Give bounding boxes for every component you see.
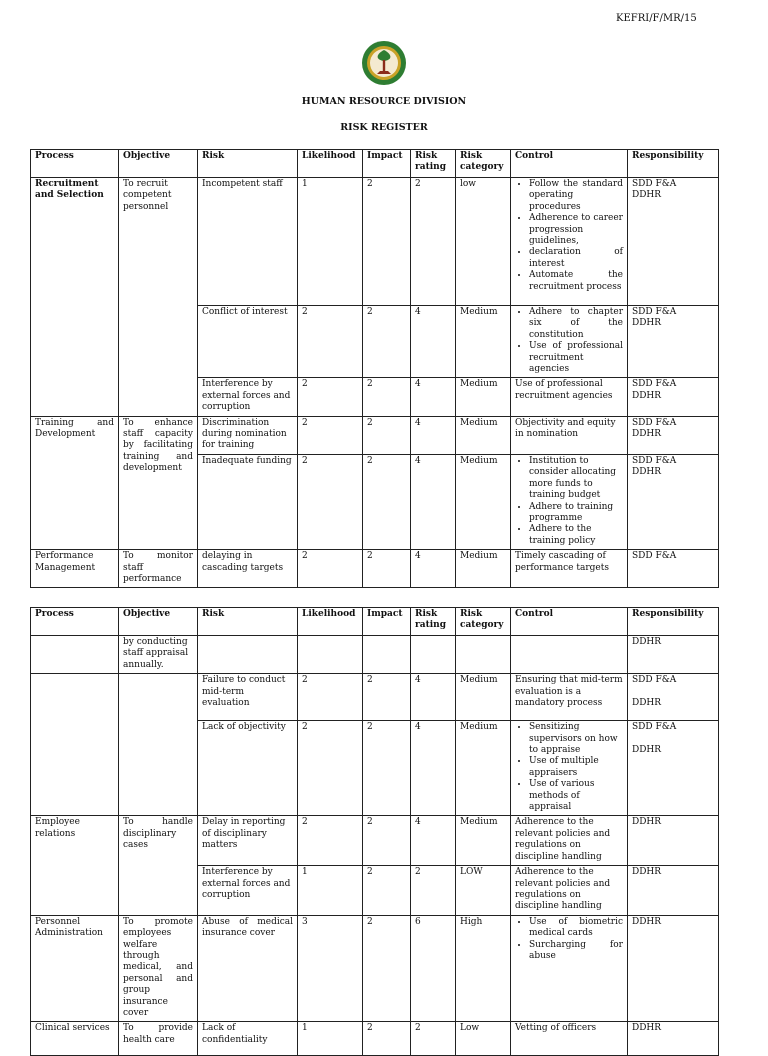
likelihood-cell: 2 [298, 378, 363, 416]
table-row [31, 915, 719, 1022]
risk-table-1 [30, 149, 719, 588]
objective-cell: To monitor staff performance [119, 550, 198, 588]
objective-cell: To promote employees welfare through medical, and personal and group insurance cover [119, 915, 198, 1022]
control-cell: Vetting of officers [511, 1022, 628, 1056]
control-cell [511, 915, 628, 1022]
likelihood-cell: 1 [298, 1022, 363, 1056]
table-row [31, 416, 719, 454]
control-item: • Sensitizing supervisors on how to appraise [529, 722, 623, 756]
category-cell: Medium [456, 816, 511, 866]
risk-table-2 [30, 607, 719, 1056]
control-item: • Use of professional recruitment agencies [529, 341, 623, 375]
process-cell [31, 674, 119, 816]
impact-cell: 2 [363, 454, 411, 549]
control-item: • Institution to consider allocating more funds to training budget [529, 456, 623, 502]
responsibility-cell: DDHR [628, 866, 719, 916]
impact-cell: 2 [363, 721, 411, 816]
control-cell: Use of professional recruitment agencies [511, 378, 628, 416]
likelihood-cell [298, 636, 363, 674]
responsibility-cell: SDD F&A [628, 550, 719, 588]
rating-cell: 2 [411, 1022, 456, 1056]
risk-cell: Abuse of medical insurance cover [198, 915, 298, 1022]
responsibility-cell: DDHR [628, 636, 719, 674]
responsibility-cell [628, 674, 719, 721]
table-row [31, 1022, 719, 1056]
header-objective: Objective [119, 608, 198, 636]
risk-cell: delaying in cascading targets [198, 550, 298, 588]
category-cell: Medium [456, 378, 511, 416]
header-risk-category: Risk category [456, 608, 511, 636]
control-item: • Use of multiple appraisers [529, 756, 623, 779]
likelihood-cell: 2 [298, 816, 363, 866]
impact-cell: 2 [363, 550, 411, 588]
rating-cell [411, 636, 456, 674]
control-cell [511, 454, 628, 549]
impact-cell: 2 [363, 866, 411, 916]
process-cell: Personnel Administration [31, 915, 119, 1022]
impact-cell [363, 636, 411, 674]
impact-cell: 2 [363, 816, 411, 866]
responsibility-cell [628, 178, 719, 306]
category-cell: Medium [456, 550, 511, 588]
risk-cell [198, 636, 298, 674]
responsibility-line: DDHR [632, 697, 662, 708]
header-control: Control [511, 608, 628, 636]
category-cell [456, 636, 511, 674]
risk-cell: Interference by external forces and corruption [198, 866, 298, 916]
control-item: • Adhere to training programme [529, 502, 623, 525]
responsibility-line: DDHR [632, 190, 662, 201]
rating-cell: 4 [411, 306, 456, 378]
process-cell: Recruitment and Selection [31, 178, 119, 417]
impact-cell: 2 [363, 178, 411, 306]
responsibility-line: DDHR [632, 429, 662, 440]
responsibility-line: SDD F&A [632, 417, 677, 428]
control-item: • Adhere to chapter six of the constitution [529, 307, 623, 341]
control-cell: Objectivity and equity in nomination [511, 416, 628, 454]
control-cell: Timely cascading of performance targets [511, 550, 628, 588]
header-risk-rating: Risk rating [411, 608, 456, 636]
rating-cell: 6 [411, 915, 456, 1022]
rating-cell: 4 [411, 816, 456, 866]
table-row [31, 178, 719, 306]
kefri-logo [361, 40, 407, 86]
likelihood-cell: 2 [298, 416, 363, 454]
control-item: • Surcharging for abuse [529, 940, 623, 963]
likelihood-cell: 2 [298, 674, 363, 721]
header-impact: Impact [363, 608, 411, 636]
category-cell: low [456, 178, 511, 306]
responsibility-cell: DDHR [628, 915, 719, 1022]
risk-cell: Delay in reporting of disciplinary matters [198, 816, 298, 866]
table-header-row [31, 150, 719, 178]
rating-cell: 4 [411, 550, 456, 588]
control-item: • Adhere to the training policy [529, 524, 623, 547]
process-cell: Performance Management [31, 550, 119, 588]
category-cell: Medium [456, 674, 511, 721]
objective-cell: To recruit competent personnel [119, 178, 198, 417]
table-header-row [31, 608, 719, 636]
objective-cell: To handle disciplinary cases [119, 816, 198, 915]
header-responsibility: Responsibility [628, 608, 719, 636]
responsibility-line: DDHR [632, 318, 662, 329]
header-impact: Impact [363, 150, 411, 178]
header-likelihood: Likelihood [298, 608, 363, 636]
impact-cell: 2 [363, 306, 411, 378]
document-reference: KEFRI/F/MR/15 [616, 13, 697, 24]
responsibility-line: SDD F&A [632, 722, 677, 733]
header-risk-rating: Risk rating [411, 150, 456, 178]
responsibility-line: SDD F&A [632, 675, 677, 686]
control-item: • Adherence to career progression guidelines, [529, 213, 623, 247]
header-control: Control [511, 150, 628, 178]
control-item: • Follow the standard operating procedures [529, 179, 623, 213]
risk-cell: Lack of confidentiality [198, 1022, 298, 1056]
likelihood-cell: 2 [298, 306, 363, 378]
objective-cell: To provide health care [119, 1022, 198, 1056]
process-cell: Employee relations [31, 816, 119, 915]
impact-cell: 2 [363, 416, 411, 454]
likelihood-cell: 1 [298, 178, 363, 306]
likelihood-cell: 3 [298, 915, 363, 1022]
responsibility-cell [628, 378, 719, 416]
division-heading: HUMAN RESOURCE DIVISION [301, 96, 467, 107]
category-cell: Medium [456, 454, 511, 549]
risk-cell: Inadequate funding [198, 454, 298, 549]
responsibility-cell: DDHR [628, 816, 719, 866]
control-cell [511, 636, 628, 674]
process-cell: Training and Development [31, 416, 119, 549]
table-row [31, 636, 719, 674]
responsibility-cell: DDHR [628, 1022, 719, 1056]
responsibility-cell [628, 416, 719, 454]
header-risk: Risk [198, 608, 298, 636]
rating-cell: 2 [411, 178, 456, 306]
control-item: • Use of various methods of appraisal [529, 779, 623, 813]
rating-cell: 2 [411, 866, 456, 916]
header-objective: Objective [119, 150, 198, 178]
category-cell: Medium [456, 721, 511, 816]
category-cell: Medium [456, 306, 511, 378]
table-row [31, 550, 719, 588]
control-item: • Automate the recruitment process [529, 270, 623, 293]
header-risk-category: Risk category [456, 150, 511, 178]
likelihood-cell: 2 [298, 454, 363, 549]
control-cell [511, 306, 628, 378]
objective-cell: by conducting staff appraisal annually. [119, 636, 198, 674]
rating-cell: 4 [411, 454, 456, 549]
likelihood-cell: 1 [298, 866, 363, 916]
impact-cell: 2 [363, 1022, 411, 1056]
table-row [31, 816, 719, 866]
header-risk: Risk [198, 150, 298, 178]
control-item: • Use of biometric medical cards [529, 917, 623, 940]
responsibility-line: DDHR [632, 744, 662, 755]
responsibility-line: DDHR [632, 467, 662, 478]
responsibility-cell [628, 454, 719, 549]
impact-cell: 2 [363, 915, 411, 1022]
category-cell: Low [456, 1022, 511, 1056]
header-responsibility: Responsibility [628, 150, 719, 178]
responsibility-line: SDD F&A [632, 455, 677, 466]
rating-cell: 4 [411, 674, 456, 721]
category-cell: LOW [456, 866, 511, 916]
likelihood-cell: 2 [298, 721, 363, 816]
responsibility-line: SDD F&A [632, 179, 677, 189]
control-cell: Ensuring that mid-term evaluation is a mandatory process [511, 674, 628, 721]
risk-cell: Discrimination during nomination for training [198, 416, 298, 454]
responsibility-line: DDHR [632, 390, 662, 401]
control-cell [511, 721, 628, 816]
control-cell: Adherence to the relevant policies and regulations on discipline handling [511, 816, 628, 866]
risk-cell: Interference by external forces and corruption [198, 378, 298, 416]
responsibility-cell [628, 306, 719, 378]
impact-cell: 2 [363, 674, 411, 721]
process-cell: Clinical services [31, 1022, 119, 1056]
objective-cell: To enhance staff capacity by facilitating training and development [119, 416, 198, 549]
responsibility-cell [628, 721, 719, 816]
process-cell [31, 636, 119, 674]
category-cell: High [456, 915, 511, 1022]
rating-cell: 4 [411, 378, 456, 416]
rating-cell: 4 [411, 721, 456, 816]
header-likelihood: Likelihood [298, 150, 363, 178]
header-process: Process [31, 150, 119, 178]
risk-cell: Failure to conduct mid-term evaluation [198, 674, 298, 721]
category-cell: Medium [456, 416, 511, 454]
likelihood-cell: 2 [298, 550, 363, 588]
table-row [31, 674, 719, 721]
responsibility-line: SDD F&A [632, 379, 677, 390]
objective-cell [119, 674, 198, 816]
risk-cell: Conflict of interest [198, 306, 298, 378]
risk-cell: Lack of objectivity [198, 721, 298, 816]
document-title: RISK REGISTER [340, 122, 428, 133]
risk-cell: Incompetent staff [198, 178, 298, 306]
control-cell: Adherence to the relevant policies and regulations on discipline handling [511, 866, 628, 916]
control-cell [511, 178, 628, 306]
responsibility-line: SDD F&A [632, 307, 677, 317]
impact-cell: 2 [363, 378, 411, 416]
control-item: • declaration of interest [529, 247, 623, 270]
rating-cell: 4 [411, 416, 456, 454]
header-process: Process [31, 608, 119, 636]
